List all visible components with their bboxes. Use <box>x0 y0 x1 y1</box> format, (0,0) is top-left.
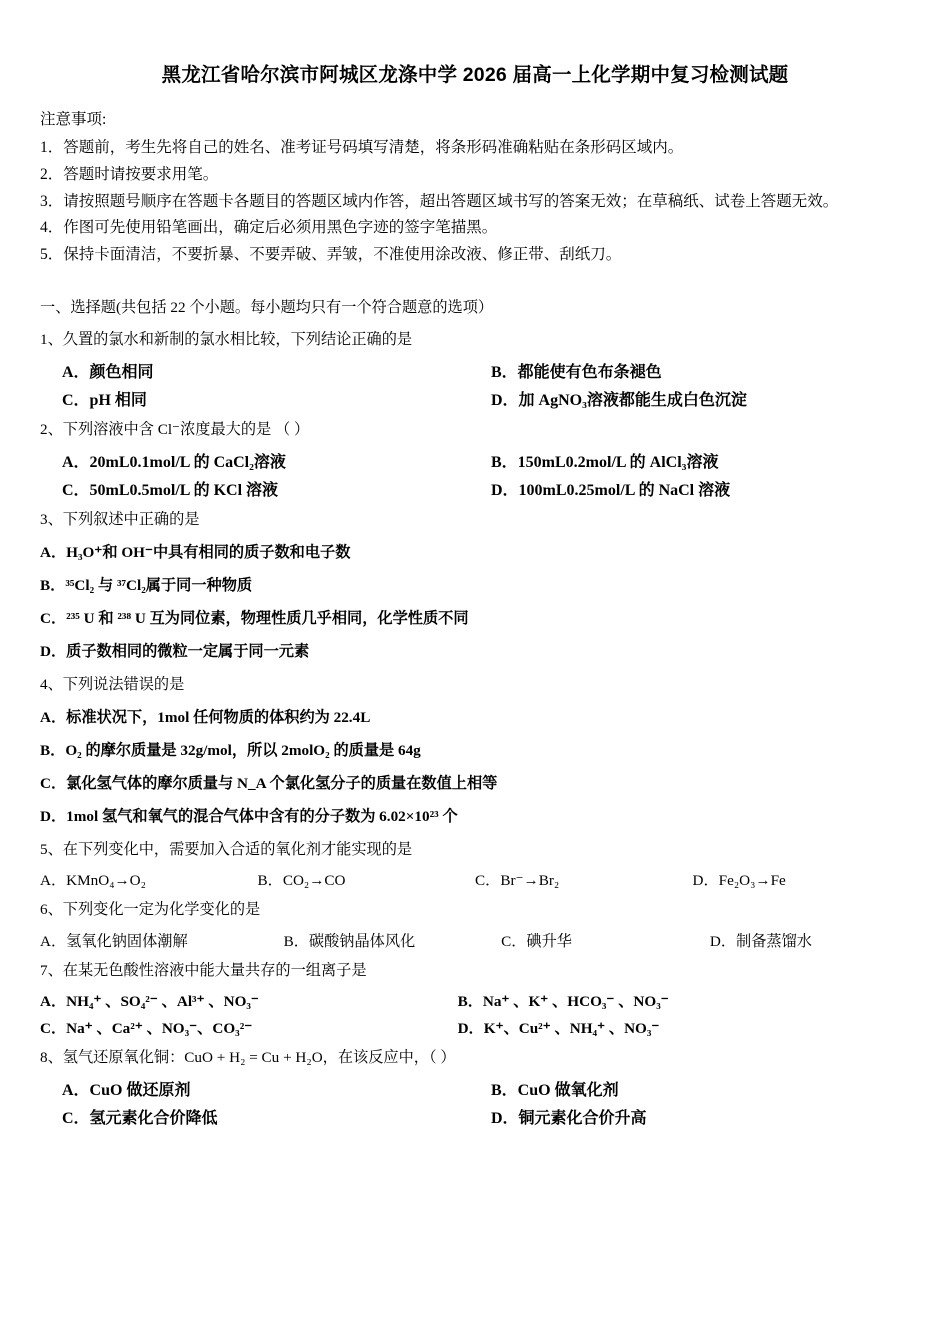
option-c: C．pH 相同 <box>62 392 147 410</box>
option-c: C．50mL0.5mol/L 的 KCl 溶液 <box>62 481 279 499</box>
option-a: A．标准状况下，1mol 任何物质的体积约为 22.4L <box>40 709 371 727</box>
option-c: C．碘升华 <box>501 932 572 950</box>
question-8-text: 氢气还原氧化铜：CuO + H₂ = Cu + H₂O，在该反应中，（ ） <box>62 1049 456 1067</box>
question-1-text: 久置的氯水和新制的氯水相比较，下列结论正确的是 <box>62 331 413 349</box>
option-c: C．氢元素化合价降低 <box>62 1109 218 1127</box>
question-3-text: 下列叙述中正确的是 <box>62 510 200 528</box>
question-4-number: 4、 <box>40 675 63 693</box>
option-c: C．²³⁵ U 和 ²³⁸ U 互为同位素，物理性质几乎相同，化学性质不同 <box>40 609 469 627</box>
question-1-options <box>40 359 910 382</box>
page-title: 黑龙江省哈尔滨市阿城区龙涤中学 2026 届高一上化学期中复习检测试题 <box>161 64 789 86</box>
question-6-text: 下列变化一定为化学变化的是 <box>62 901 261 919</box>
option-b: B．150mL0.2mol/L 的 AlCl₃溶液 <box>491 453 719 471</box>
notice-item: 4．作图可先使用铅笔画出，确定后必须用黑色字迹的签字笔描黑。 <box>40 219 498 237</box>
option-b: B．碳酸钠晶体风化 <box>283 932 416 950</box>
question-3-stem <box>40 507 910 534</box>
option-d: D．制备蒸馏水 <box>709 932 812 950</box>
option-a: A．NH₄⁺ 、SO₄²⁻ 、Al³⁺ 、NO₃⁻ <box>40 993 259 1011</box>
option-d: D．铜元素化合价升高 <box>491 1109 647 1127</box>
option-d: D．100mL0.25mol/L 的 NaCl 溶液 <box>491 481 731 499</box>
section-heading-choice: 一、选择题(共包括 22 个小题。每小题均只有一个符合题意的选项） <box>40 298 494 316</box>
question-7-stem <box>40 958 910 985</box>
option-d: D．Fe₂O₃→Fe <box>692 872 786 890</box>
option-b: B．Na⁺ 、K⁺ 、HCO₃⁻ 、NO₃⁻ <box>457 993 669 1011</box>
question-5-stem <box>40 837 910 864</box>
question-2-options-2 <box>40 477 910 500</box>
option-b: B．都能使有色布条褪色 <box>491 364 662 382</box>
question-5-number: 5、 <box>40 840 63 858</box>
option-c: C．Na⁺ 、Ca²⁺ 、NO₃⁻、CO₃²⁻ <box>40 1020 253 1038</box>
notice-item: 5．保持卡面清洁，不要折暴、不要弄破、弄皱，不准使用涂改液、修正带、刮纸刀。 <box>40 245 622 263</box>
notice-item: 3．请按照题号顺序在答题卡各题目的答题区域内作答，超出答题区域书写的答案无效；在草稿纸、试卷上答题无效。 <box>40 192 839 210</box>
question-7-options-2 <box>40 1017 910 1038</box>
option-b: B．O₂ 的摩尔质量是 32g/mol，所以 2molO₂ 的质量是 64g <box>40 742 421 760</box>
option-a: A．20mL0.1mol/L 的 CaCl₂溶液 <box>62 453 286 471</box>
option-d: D．1mol 氢气和氧气的混合气体中含有的分子数为 6.02×10²³ 个 <box>40 807 458 825</box>
question-7-options-1 <box>40 990 910 1011</box>
notice-list <box>40 135 910 268</box>
question-2-text: 下列溶液中含 Cl⁻浓度最大的是 （ ） <box>62 421 310 439</box>
question-8-options <box>40 1077 910 1100</box>
option-a: A．颜色相同 <box>62 364 154 382</box>
option-a: A．KMnO₄→O₂ <box>40 872 146 890</box>
question-6-options <box>40 930 910 951</box>
option-c: C．氯化氢气体的摩尔质量与 N_A 个氯化氢分子的质量在数值上相等 <box>40 774 498 792</box>
question-4-text: 下列说法错误的是 <box>62 675 185 693</box>
question-5-options <box>40 869 910 890</box>
option-b: B．CuO 做氧化剂 <box>491 1081 619 1099</box>
question-8-options-2 <box>40 1105 910 1128</box>
option-a: A．H₃O⁺和 OH⁻中具有相同的质子数和电子数 <box>40 544 351 562</box>
notice-item: 1．答题前，考生先将自己的姓名、准考证号码填写清楚，将条形码准确粘贴在条形码区域内。 <box>40 139 684 157</box>
option-d: D．加 AgNO₃溶液都能生成白色沉淀 <box>491 392 747 410</box>
option-a: A．氢氧化钠固体潮解 <box>40 932 188 950</box>
question-4-stem <box>40 672 910 699</box>
option-b: B．CO₂→CO <box>257 872 346 890</box>
question-1-stem <box>40 327 910 354</box>
question-2-options <box>40 449 910 472</box>
question-5-text: 在下列变化中，需要加入合适的氧化剂才能实现的是 <box>62 840 413 858</box>
question-3-number: 3、 <box>40 510 63 528</box>
notice-heading: 注意事项: <box>40 111 107 129</box>
question-2-stem <box>40 417 910 444</box>
question-1-options-2 <box>40 387 910 410</box>
option-a: A．CuO 做还原剂 <box>62 1081 191 1099</box>
question-6-number: 6、 <box>40 901 63 919</box>
question-8-stem <box>40 1045 910 1072</box>
question-6-stem <box>40 897 910 924</box>
option-b: B．³⁵Cl₂ 与 ³⁷Cl₂属于同一种物质 <box>40 577 253 595</box>
question-2-number: 2、 <box>40 421 63 439</box>
question-7-number: 7、 <box>40 961 63 979</box>
option-d: D．K⁺、Cu²⁺ 、NH₄⁺ 、NO₃⁻ <box>457 1020 660 1038</box>
question-8-number: 8、 <box>40 1049 63 1067</box>
option-d: D．质子数相同的微粒一定属于同一元素 <box>40 642 310 660</box>
notice-item: 2．答题时请按要求用笔。 <box>40 165 219 183</box>
question-7-text: 在某无色酸性溶液中能大量共存的一组离子是 <box>62 961 367 979</box>
option-c: C．Br⁻→Br₂ <box>475 872 560 890</box>
question-1-number: 1、 <box>40 331 63 349</box>
